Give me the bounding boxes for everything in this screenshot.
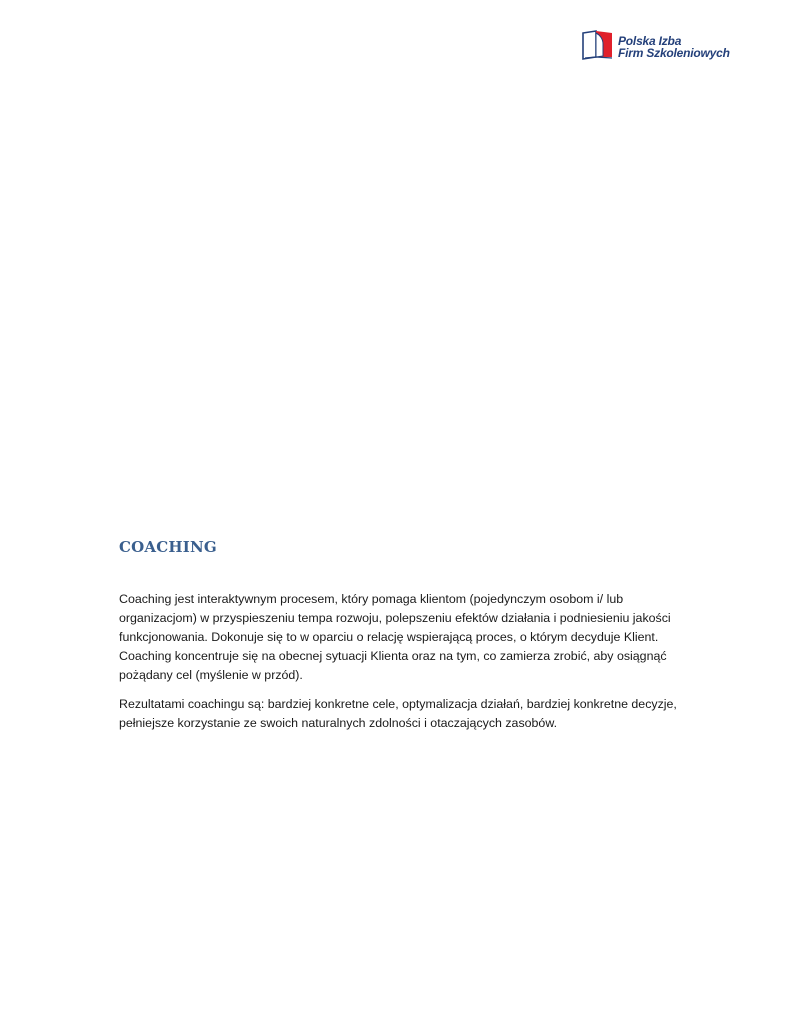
logo-line-1: Polska Izba [618, 34, 682, 48]
logo-text [618, 35, 730, 59]
paragraph-1-line-5: pożądany cel (myślenie w przód). [119, 668, 303, 682]
paragraph-1-line-4: Coaching koncentruje się na obecnej sytuacji Klienta oraz na tym, co zamierza zrobić, aby osiągnąć [119, 649, 667, 663]
organization-logo [581, 30, 736, 64]
section-heading: COACHING [119, 538, 217, 556]
body-text [119, 590, 679, 743]
paragraph-2 [119, 695, 679, 733]
paragraph-2-line-1: Rezultatami coachingu są: bardziej konkretne cele, optymalizacja działań, bardziej konkretne decyzje, [119, 697, 677, 711]
paragraph-2-line-2: pełniejsze korzystanie ze swoich naturalnych zdolności i otaczających zasobów. [119, 716, 558, 730]
paragraph-1-line-1: Coaching jest interaktywnym procesem, który pomaga klientom (pojedynczym osobom i/ lub [119, 592, 624, 606]
paragraph-1-line-3: funkcjonowania. Dokonuje się to w oparciu o relację wspierającą proces, o którym decyduje Klient. [119, 630, 659, 644]
logo-line-2: Firm Szkoleniowych [618, 46, 730, 60]
paragraph-1 [119, 590, 679, 685]
paragraph-1-line-2: organizacjom) w przyspieszeniu tempa rozwoju, polepszeniu efektów działania i podniesieniu jakości [119, 611, 671, 625]
book-logo-icon [581, 30, 615, 60]
